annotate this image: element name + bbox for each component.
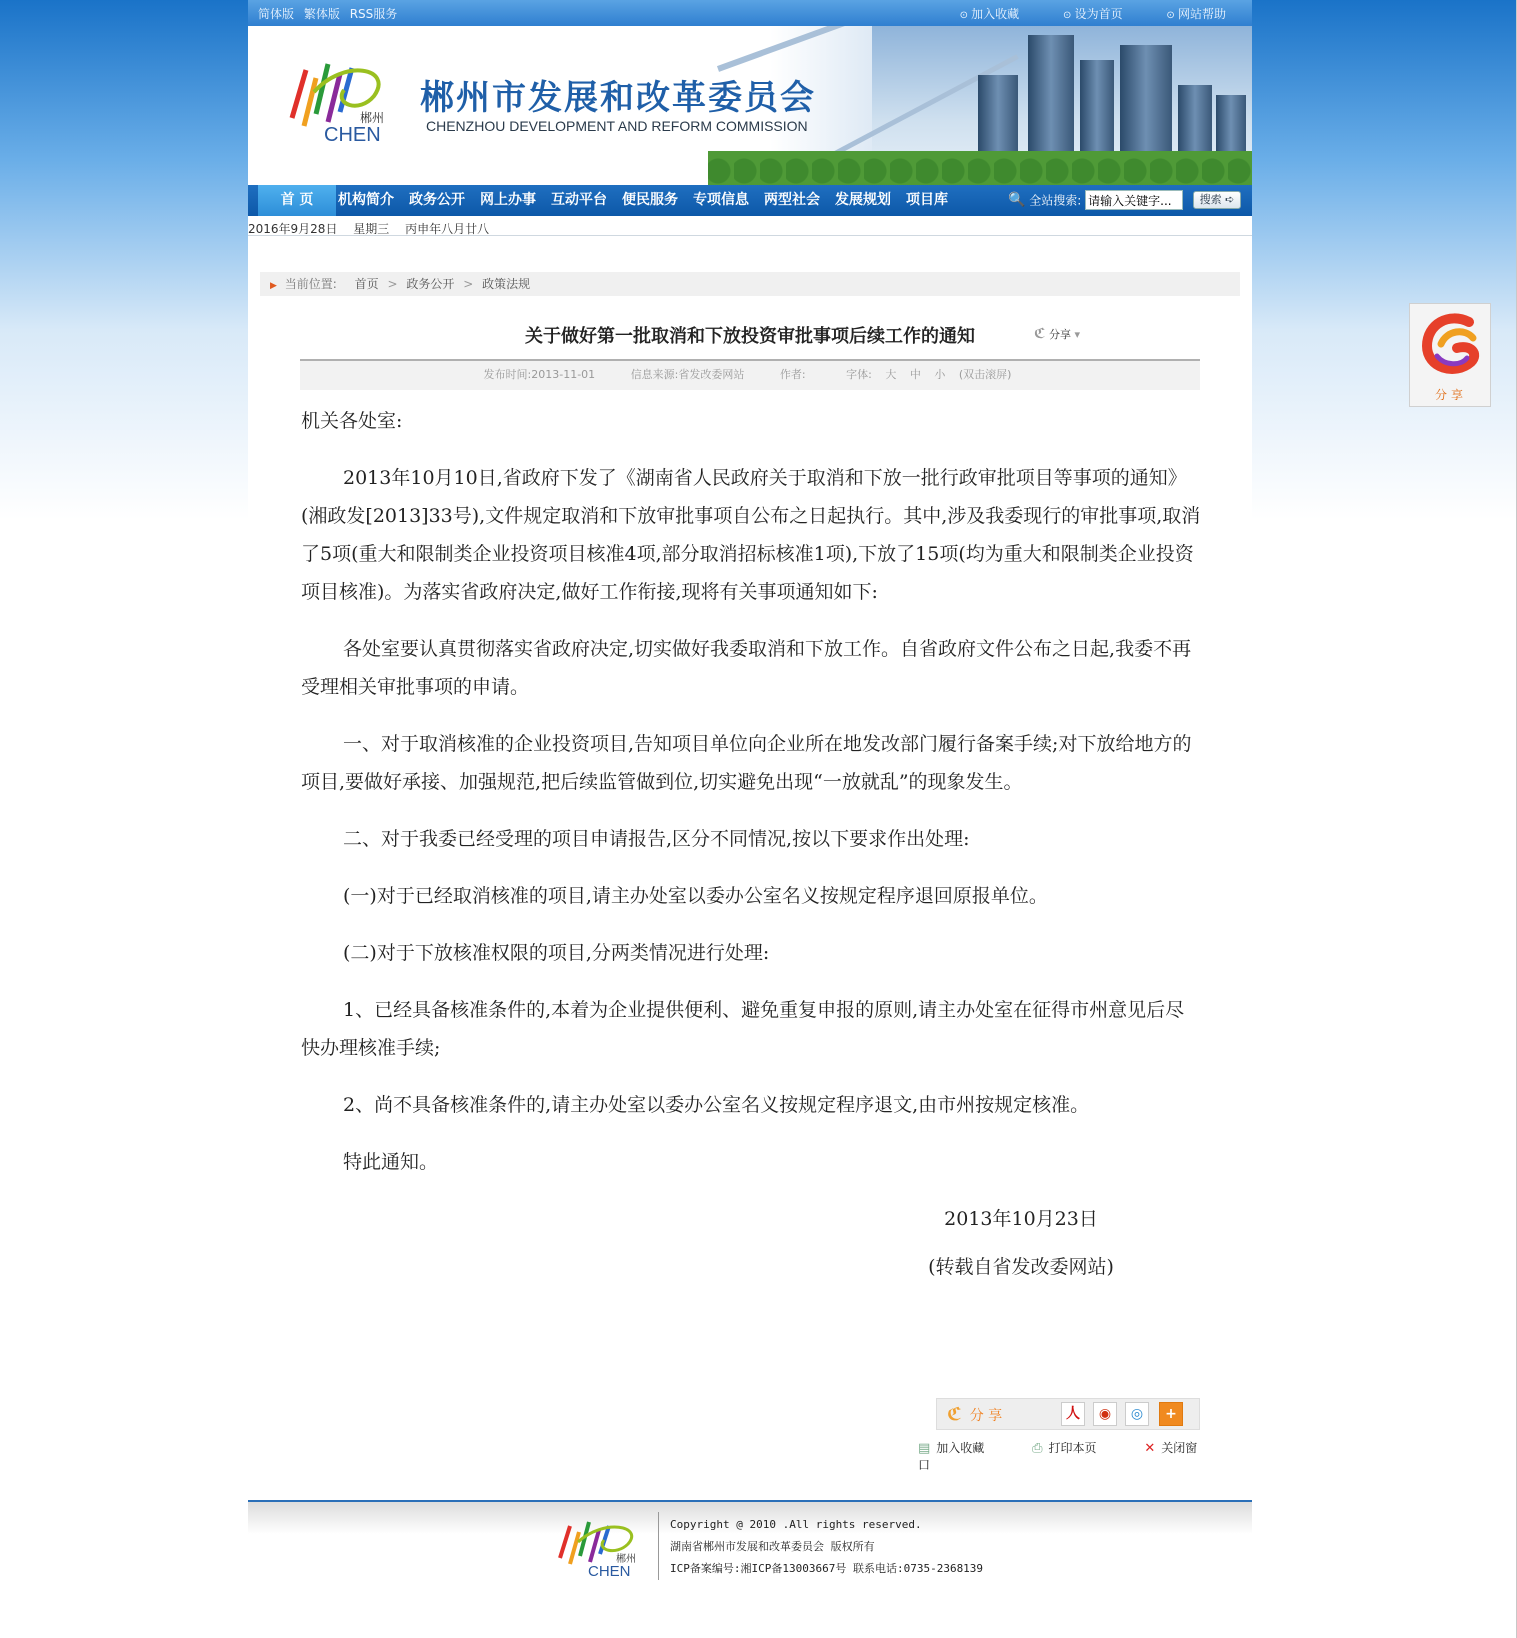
info-source: 信息来源:省发改委网站 (630, 368, 745, 381)
site-footer (248, 1500, 1252, 1582)
paragraph: 1、已经具备核准条件的,本着为企业提供便利、避免重复申报的原则,请主办处室在征得市州意见后尽快办理核准手续; (301, 999, 1185, 1059)
font-size-label: 字体: (846, 368, 872, 381)
footer-text (670, 1514, 983, 1580)
font-size-large[interactable]: 大 (885, 368, 897, 381)
svg-text:CHEN: CHEN (588, 1563, 631, 1578)
logo-en-text: CHEN (324, 124, 381, 146)
source-note: (转载自省发改委网站) (928, 1256, 1114, 1278)
double-click-scroll-hint: (双击滚屏) (958, 368, 1012, 381)
article-body (301, 402, 1201, 1296)
printer-icon: ⎙ (1032, 1441, 1043, 1456)
current-date: 2016年9月28日 (248, 222, 338, 236)
search-icon: 🔍 (1008, 192, 1026, 208)
paragraph: (二)对于下放核准权限的项目,分两类情况进行处理: (343, 942, 770, 964)
chevron-down-icon: ▾ (1074, 328, 1080, 341)
font-size-controls (841, 368, 1016, 381)
site-title: 郴州市发展和改革委员会 (420, 78, 816, 118)
publish-time: 发布时间:2013-11-01 (483, 368, 596, 381)
svg-text:郴州: 郴州 (616, 1554, 636, 1565)
site-subtitle: CHENZHOU DEVELOPMENT AND REFORM COMMISSION (426, 118, 808, 134)
nav-item-public-affairs[interactable]: 政务公开 (409, 192, 465, 208)
site-search (1008, 190, 1241, 210)
close-icon: ✕ (1144, 1441, 1156, 1456)
font-size-medium[interactable]: 中 (909, 368, 921, 381)
share-weibo-icon[interactable]: ◉ (1093, 1402, 1117, 1426)
print-action[interactable]: ⎙ 打印本页 (1032, 1441, 1097, 1456)
share-mini-label: 分享 (1048, 328, 1071, 341)
share-renren-icon[interactable]: 人 (1061, 1402, 1085, 1426)
footer-divider (658, 1512, 659, 1580)
paragraph: 二、对于我委已经受理的项目申请报告,区分不同情况,按以下要求作出处理: (343, 828, 970, 850)
floating-share-widget[interactable] (1409, 303, 1491, 407)
breadcrumb-home[interactable]: 首页 (354, 277, 379, 291)
page-container (248, 0, 1252, 1638)
rss-link[interactable]: RSS服务 (349, 7, 398, 21)
nav-home[interactable]: 首 页 (258, 185, 336, 216)
article-meta (300, 359, 1200, 390)
nav-item-two-type-society[interactable]: 两型社会 (764, 192, 820, 208)
owner-text: 湖南省郴州市发展和改革委员会 版权所有 (670, 1540, 875, 1553)
folder-icon: ▤ (918, 1441, 931, 1456)
nav-item-development-plan[interactable]: 发展规划 (835, 192, 891, 208)
traditional-chinese-link[interactable]: 繁体版 (303, 7, 340, 21)
nav-item-special-info[interactable]: 专项信息 (693, 192, 749, 208)
article-date: 2013年10月23日 (944, 1208, 1098, 1230)
breadcrumb-arrow-icon: ▶ (270, 281, 277, 291)
top-utility-bar (248, 0, 1252, 26)
lunar-date: 丙申年八月廿八 (405, 222, 490, 236)
add-favorite-link[interactable]: ⊙ 加入收藏 (960, 7, 1020, 21)
closing: 特此通知。 (343, 1151, 439, 1173)
breadcrumb-policy[interactable]: 政策法规 (482, 277, 531, 291)
share-mini-button[interactable] (1034, 326, 1080, 342)
chenzhou-logo-icon (284, 48, 394, 148)
breadcrumb-public-affairs[interactable]: 政务公开 (406, 277, 455, 291)
close-window-action[interactable]: ✕ 关闭窗口 (918, 1441, 1198, 1472)
search-button[interactable]: 搜索 ➪ (1193, 191, 1241, 209)
site-help-link[interactable]: ⊙ 网站帮助 (1166, 7, 1226, 21)
page-actions (918, 1439, 1252, 1473)
logo-text: 郴州 (360, 111, 385, 125)
paragraph: 2、尚不具备核准条件的,请主办处室以委办公室名义按规定程序退文,由市州按规定核准。 (343, 1094, 1090, 1116)
share-toolbar (936, 1398, 1200, 1430)
author: 作者: (779, 368, 806, 381)
share-logo-icon: ℭ (1034, 326, 1046, 342)
nav-item-online-services[interactable]: 网上办事 (480, 192, 536, 208)
add-favorite-action[interactable]: ▤ 加入收藏 (918, 1441, 985, 1456)
simplified-chinese-link[interactable]: 简体版 (258, 7, 295, 21)
site-banner (248, 26, 1252, 185)
main-navigation (248, 185, 1252, 216)
nav-item-public-service[interactable]: 便民服务 (622, 192, 678, 208)
share-label[interactable]: ℭ 分 享 (947, 1404, 1003, 1425)
search-label: 全站搜索: (1029, 193, 1082, 208)
breadcrumb-separator-icon: > (387, 277, 398, 291)
paragraph: 各处室要认真贯彻落实省政府决定,切实做好我委取消和下放工作。自省政府文件公布之日起,我委不再受理相关审批事项的申请。 (301, 638, 1192, 698)
paragraph: 一、对于取消核准的企业投资项目,告知项目单位向企业所在地发改部门履行备案手续;对下放给地方的项目,要做好承接、加强规范,把后续监管做到位,切实避免出现“一放就乱”的现象发生。 (301, 733, 1192, 793)
nav-menu (338, 185, 963, 216)
article-title: 关于做好第一批取消和下放投资审批事项后续工作的通知 (525, 326, 975, 347)
paragraph: 2013年10月10日,省政府下发了《湖南省人民政府关于取消和下放一批行政审批项目等事项的通知》(湘政发[2013]33号),文件规定取消和下放审批事项自公布之日起执行。其中,涉及我委现行的审批事项,取消了5项(重大和限制类企业投资项目核准4项,部分取消招标核准1项),下放了15项(均为重大和限制类企业投资项目核准)。为落实省政府决定,做好工作衔接,现将有关事项通知如下: (301, 467, 1201, 603)
breadcrumb-label: 当前位置: (284, 277, 337, 291)
nav-item-about[interactable]: 机构简介 (338, 192, 394, 208)
share-more-button[interactable]: + (1159, 1402, 1183, 1426)
date-bar (248, 216, 1252, 236)
footer-logo-icon (554, 1512, 644, 1578)
trees-graphic (708, 151, 1252, 185)
floating-share-label: 分享 (1434, 388, 1467, 402)
set-homepage-link[interactable]: ⊙ 设为首页 (1063, 7, 1123, 21)
search-input[interactable] (1085, 190, 1183, 210)
salutation: 机关各处室: (301, 410, 403, 432)
current-weekday: 星期三 (353, 222, 390, 236)
share-logo-icon (1419, 310, 1483, 380)
share-tencent-icon[interactable]: ◎ (1125, 1402, 1149, 1426)
breadcrumb-separator-icon: > (463, 277, 474, 291)
copyright-text: Copyright @ 2010 .All rights reserved. (670, 1518, 922, 1531)
breadcrumb (260, 272, 1240, 296)
share-logo-icon: ℭ (947, 1404, 962, 1425)
icp-text: ICP备案编号:湘ICP备13003667号 联系电话:0735-2368139 (670, 1562, 984, 1575)
nav-item-project-library[interactable]: 项目库 (906, 192, 948, 208)
nav-item-interaction[interactable]: 互动平台 (551, 192, 607, 208)
paragraph: (一)对于已经取消核准的项目,请主办处室以委办公室名义按规定程序退回原报单位。 (343, 885, 1048, 907)
font-size-small[interactable]: 小 (934, 368, 946, 381)
